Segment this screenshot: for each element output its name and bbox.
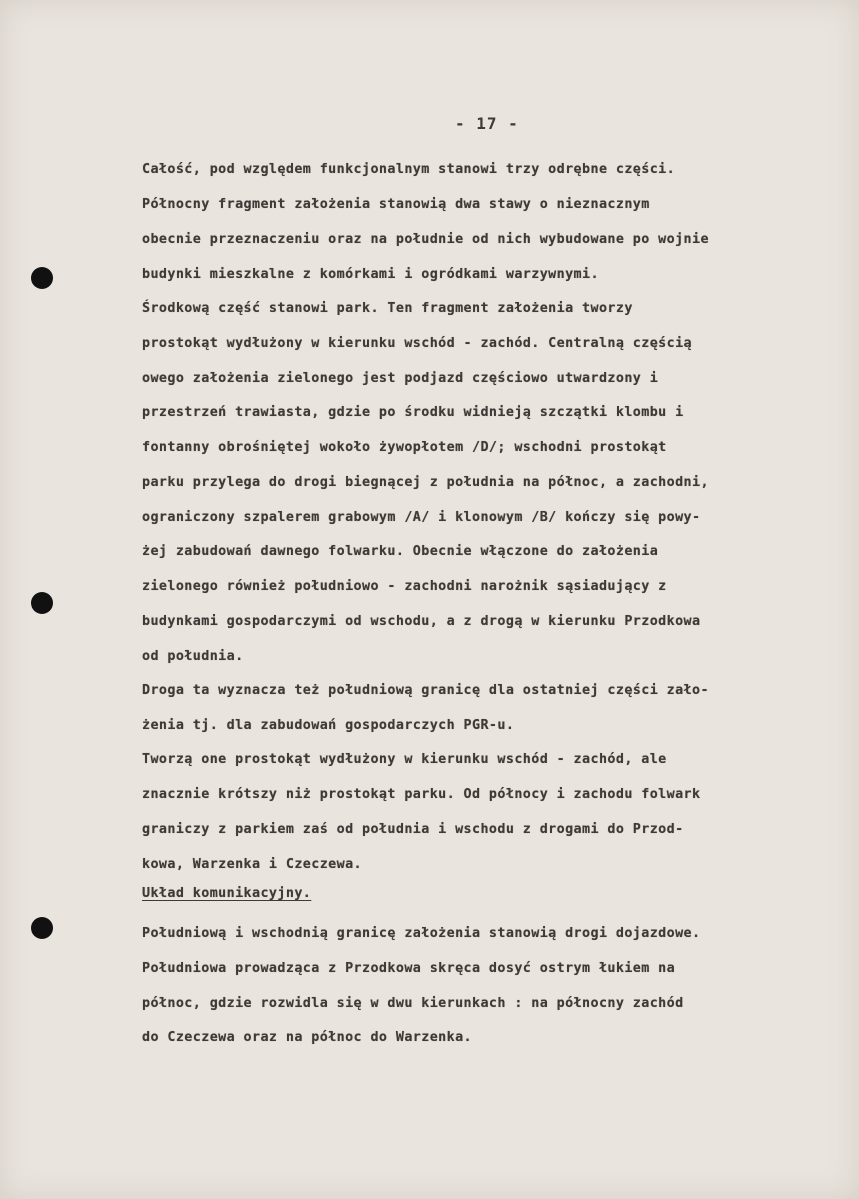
- text-line: zielonego również południowo - zachodni narożnik sąsiadujący z: [142, 579, 667, 594]
- text-line: od południa.: [142, 649, 244, 664]
- text-line: Północny fragment założenia stanowią dwa stawy o nieznacznym: [142, 197, 650, 212]
- text-line: budynkami gospodarczymi od wschodu, a z drogą w kierunku Przodkowa: [142, 614, 701, 629]
- text-line: fontanny obrośniętej wokoło żywopłotem /D/; wschodni prostokąt: [142, 440, 667, 455]
- text-line: Południową i wschodnią granicę założenia stanowią drogi dojazdowe.: [142, 926, 701, 941]
- text-line: owego założenia zielonego jest podjazd częściowo utwardzony i: [142, 371, 659, 386]
- text-line: przestrzeń trawiasta, gdzie po środku widnieją szczątki klombu i: [142, 405, 684, 420]
- text-line: Południowa prowadząca z Przodkowa skręca dosyć ostrym łukiem na: [142, 961, 676, 976]
- text-line: prostokąt wydłużony w kierunku wschód - zachód. Centralną częścią: [142, 336, 693, 351]
- text-line: Droga ta wyznacza też południową granicę dla ostatniej części zało-: [142, 683, 709, 698]
- text-line: północ, gdzie rozwidla się w dwu kierunkach : na północny zachód: [142, 996, 684, 1011]
- text-line: budynki mieszkalne z komórkami i ogródkami warzywnymi.: [142, 267, 599, 282]
- text-line: graniczy z parkiem zaś od południa i wschodu z drogami do Przod-: [142, 822, 684, 837]
- punch-hole: [31, 267, 53, 289]
- text-line: Tworzą one prostokąt wydłużony w kierunku wschód - zachód, ale: [142, 752, 667, 767]
- section-heading: Układ komunikacyjny.: [142, 886, 312, 901]
- text-line: ograniczony szpalerem grabowym /A/ i klonowym /B/ kończy się powy-: [142, 510, 701, 525]
- text-line: żej zabudowań dawnego folwarku. Obecnie włączone do założenia: [142, 544, 659, 559]
- punch-hole: [31, 592, 53, 614]
- text-line: obecnie przeznaczeniu oraz na południe od nich wybudowane po wojnie: [142, 232, 709, 247]
- text-line: znacznie krótszy niż prostokąt parku. Od północy i zachodu folwark: [142, 787, 701, 802]
- text-line: żenia tj. dla zabudowań gospodarczych PGR-u.: [142, 718, 515, 733]
- text-line: Całość, pod względem funkcjonalnym stanowi trzy odrębne części.: [142, 162, 676, 177]
- punch-hole: [31, 917, 53, 939]
- page-number: - 17 -: [455, 114, 519, 133]
- text-line: kowa, Warzenka i Czeczewa.: [142, 857, 363, 872]
- text-line: Środkową część stanowi park. Ten fragment założenia tworzy: [142, 301, 633, 316]
- text-line: parku przylega do drogi biegnącej z południa na północ, a zachodni,: [142, 475, 709, 490]
- text-line: do Czeczewa oraz na północ do Warzenka.: [142, 1030, 473, 1045]
